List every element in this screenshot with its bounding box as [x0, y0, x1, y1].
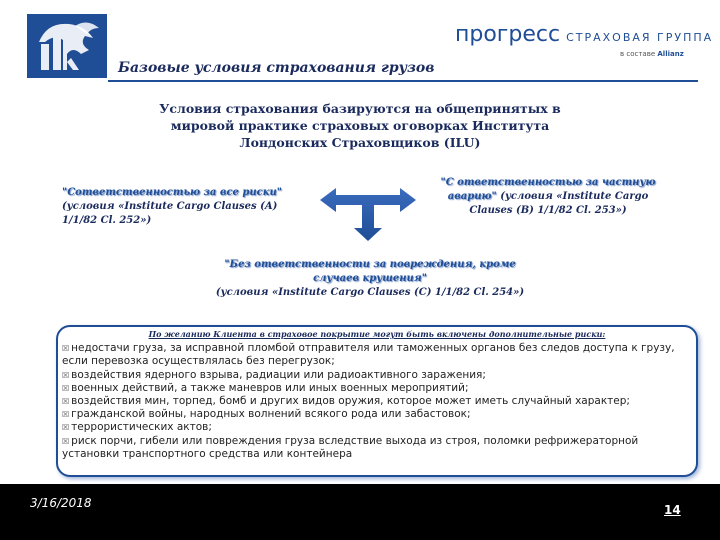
page-title: Базовые условия страхования грузов — [118, 60, 435, 76]
clause-b-quote: "С ответственностью за частную аварию" — [440, 177, 656, 202]
list-item: ☒ гражданской войны, народных волнений всякого рода или забастовок; — [62, 408, 471, 421]
risks-heading: По желанию Клиента в страховое покрытие могут быть включены дополнительные риски: — [148, 329, 606, 339]
clause-c — [205, 258, 535, 300]
allianz-label: Allianz — [657, 50, 684, 58]
intro-text: Условия страхования базируются на общепринятых в мировой практике страховых оговорках Института Лондонских Страховщиков (ILU) — [159, 101, 561, 150]
page-number: 14 — [664, 503, 681, 517]
griffin-icon — [27, 14, 107, 78]
clause-c-quote: "Без ответственности за повреждения, кроме случаев крушения" — [224, 259, 516, 284]
bullet-icon: ☒ — [62, 383, 70, 393]
bullet-icon: ☒ — [62, 423, 70, 433]
list-item: ☒ воздействия ядерного взрыва, радиации или радиоактивного заражения; — [62, 368, 486, 381]
list-item: ☒ террористических актов; — [62, 421, 212, 434]
list-item: ☒ военных действий, а также маневров или иных военных мероприятий; — [62, 381, 469, 394]
clause-a-text: (условия «Institute Cargo Clauses (A) 1/1/82 Cl. 252») — [62, 201, 278, 226]
bullet-icon: ☒ — [62, 397, 70, 407]
list-item: ☒ риск порчи, гибели или повреждения груза вследствие выхода из строя, поломки рефрижераторной установки транспортного средства или контейнера — [62, 434, 639, 460]
brand-subtitle — [620, 50, 684, 58]
three-way-arrow-icon — [318, 186, 418, 242]
clause-a-quote: "Сответственностью за все риски" — [62, 187, 282, 198]
list-item: ☒ воздействия мин, торпед, бомб и других видов оружия, которое может иметь случайный характер; — [62, 395, 630, 408]
footer-date: 3/16/2018 — [30, 496, 92, 510]
brand-logo — [455, 22, 713, 47]
clause-a — [62, 186, 312, 228]
list-item: ☒ недостачи груза, за исправной пломбой отправителя или таможенных органов без следов доступа к грузу, если перевозка осуществлялась без перегрузок; — [62, 342, 675, 368]
clause-c-text: (условия «Institute Cargo Clauses (C) 1/1/82 Cl. 254») — [215, 287, 525, 298]
bullet-icon: ☒ — [62, 410, 70, 420]
clause-b — [428, 176, 668, 218]
footer-bar — [0, 484, 720, 540]
bullet-icon: ☒ — [62, 344, 70, 354]
additional-risks-box — [56, 325, 698, 477]
bullet-icon: ☒ — [62, 436, 70, 446]
bullet-icon: ☒ — [62, 370, 70, 380]
brand-group: СТРАХОВАЯ ГРУППА — [566, 31, 714, 44]
brand-sub-prefix: в составе — [620, 50, 656, 58]
clause-b-text: (условия «Institute Cargo Clauses (B) 1/1/82 Cl. 253») — [469, 191, 649, 216]
griffin-logo — [27, 14, 107, 78]
brand-main: прогресс — [455, 22, 561, 47]
risks-list — [58, 342, 696, 461]
header-divider — [108, 80, 698, 82]
